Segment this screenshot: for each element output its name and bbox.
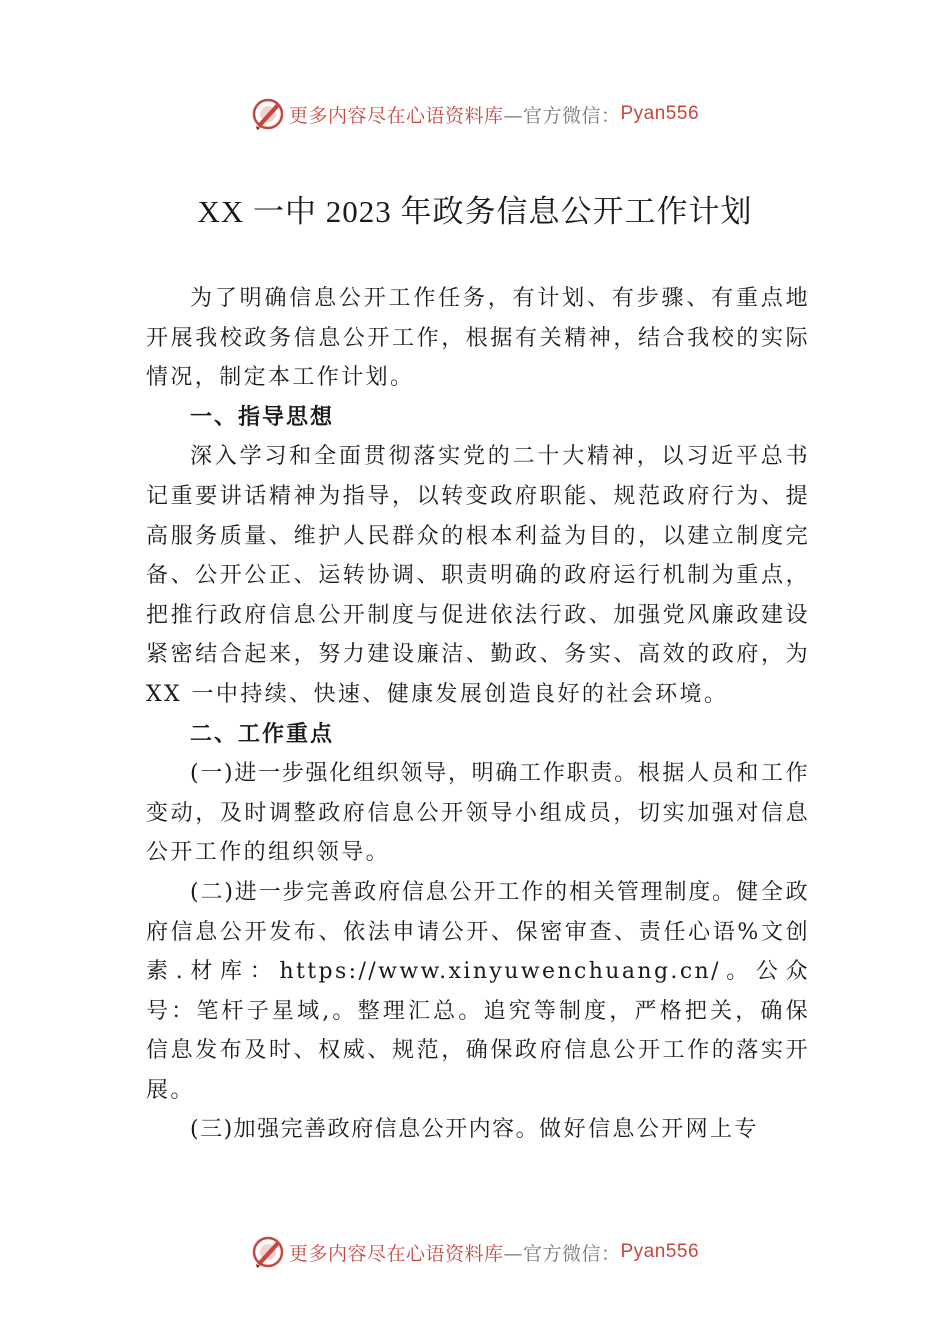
watermark-text-official: —官方微信： bbox=[503, 1242, 621, 1265]
work-item-3 bbox=[146, 1110, 810, 1150]
watermark-footer bbox=[0, 1234, 950, 1270]
work-item-2-lead: (二)进一步完善政府信息公开工作的相关管理制度。 bbox=[190, 879, 737, 905]
section-heading-guiding-thought: 一、指导思想 bbox=[190, 404, 335, 430]
watermark-header bbox=[0, 96, 950, 132]
guiding-thought-paragraph: 深入学习和全面贯彻落实党的二十大精神，以习近平总书记重要讲话精神为指导，以转变政府职能、规范政府行为、提高服务质量、维护人民群众的根本利益为目的，以建立制度完备、公开公正、运转协调、职责明确的政府运行机制为重点，把推行政府信息公开制度与促进依法行政、加强党风廉政建设紧密结合起来，努力建设廉洁、勤政、务实、高效的政府，为 XX 一中持续、快速、健康发展创造良好的社会环境。 bbox=[146, 444, 810, 707]
document-title: XX 一中 2023 年政务信息公开工作计划 bbox=[197, 194, 753, 229]
work-item-2-body: 健全政府信息公开发布、依法申请公开、保密审查、责任心语%文创素.材库：https://www.xinyuwenchuang.cn/。公众号：笔杆子星域,。整理汇总。追究等制度，严格把关，确保信息发布及时、权威、规范，确保政府信息公开工作的落实开展。 bbox=[146, 879, 811, 1103]
pen-logo-icon bbox=[251, 97, 285, 131]
work-item-1-body: 根据人员和工作变动，及时调整政府信息公开领导小组成员，切实加强对信息公开工作的组织领导。 bbox=[146, 761, 810, 866]
work-item-1 bbox=[146, 754, 810, 873]
intro-paragraph: 为了明确信息公开工作任务，有计划、有步骤、有重点地开展我校政务信息公开工作，根据有关精神，结合我校的实际情况，制定本工作计划。 bbox=[146, 286, 810, 391]
watermark-wechat-id: Pyan556 bbox=[620, 103, 700, 124]
document-body bbox=[146, 279, 810, 1150]
watermark-wechat-id: Pyan556 bbox=[620, 1241, 700, 1262]
watermark-text-official: —官方微信： bbox=[503, 104, 621, 127]
pen-logo-icon bbox=[251, 1235, 285, 1269]
work-item-3-lead: (三)加强完善政府信息公开内容。 bbox=[190, 1117, 540, 1143]
watermark-text: 更多内容尽在心语资料库 bbox=[288, 104, 504, 127]
work-item-1-lead: (一)进一步强化组织领导，明确工作职责。 bbox=[190, 761, 638, 787]
work-item-3-body: 做好信息公开网上专 bbox=[539, 1117, 759, 1143]
work-item-2 bbox=[146, 873, 810, 1111]
watermark-text: 更多内容尽在心语资料库 bbox=[288, 1242, 504, 1265]
section-heading-work-focus: 二、工作重点 bbox=[190, 721, 335, 747]
